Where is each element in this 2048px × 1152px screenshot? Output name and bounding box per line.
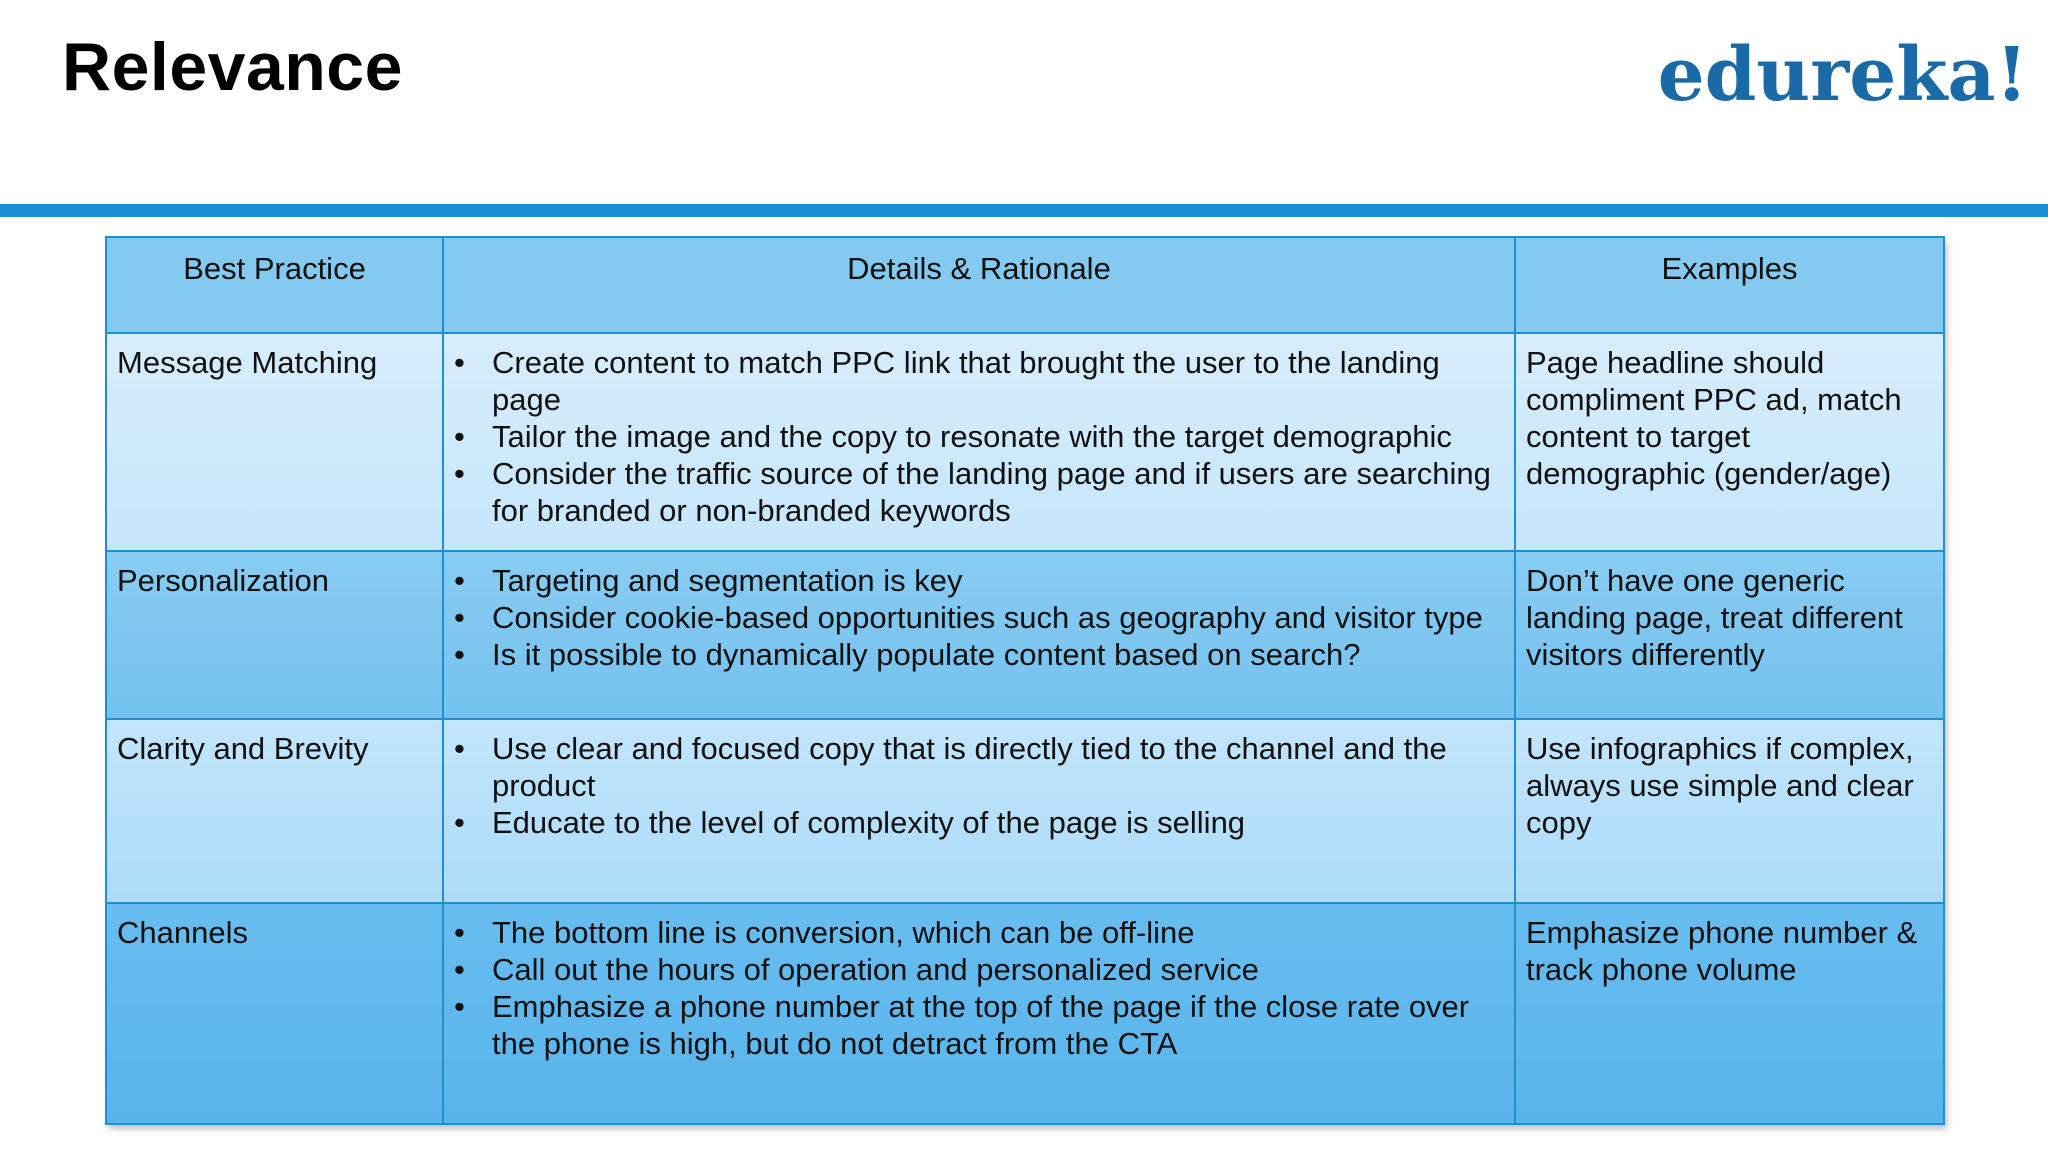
header-details-rationale: Details & Rationale (443, 237, 1515, 333)
details-bullet-item: • Consider the traffic source of the landing page and if users are searching for branded or non-branded keywords (454, 455, 1504, 529)
details-bullet-list (454, 730, 1504, 841)
title-rule-divider (0, 204, 2048, 217)
example-cell: Use infographics if complex, always use simple and clear copy (1515, 719, 1944, 903)
details-bullet-item: • Educate to the level of complexity of the page is selling (454, 804, 1504, 841)
relevance-table (105, 236, 1945, 1125)
example-cell: Don’t have one generic landing page, treat different visitors differently (1515, 551, 1944, 719)
details-cell (443, 719, 1515, 903)
slide-title: Relevance (62, 29, 403, 105)
details-bullet-list (454, 914, 1504, 1062)
edureka-logo: edureka! (1657, 32, 2028, 118)
example-cell: Emphasize phone number & track phone volume (1515, 903, 1944, 1124)
header-best-practice: Best Practice (106, 237, 443, 333)
table-header-row (106, 237, 1944, 333)
details-bullet-item: • Is it possible to dynamically populate content based on search? (454, 636, 1504, 673)
details-bullet-item: • Emphasize a phone number at the top of the page if the close rate over the phone is high, but do not detract from the CTA (454, 988, 1504, 1062)
example-cell: Page headline should compliment PPC ad, match content to target demographic (gender/age) (1515, 333, 1944, 551)
details-bullet-item: • Create content to match PPC link that brought the user to the landing page (454, 344, 1504, 418)
best-practice-cell: Personalization (106, 551, 443, 719)
details-bullet-list (454, 344, 1504, 529)
details-cell (443, 903, 1515, 1124)
header-examples: Examples (1515, 237, 1944, 333)
details-bullet-list (454, 562, 1504, 673)
best-practice-cell: Message Matching (106, 333, 443, 551)
details-bullet-item: • Consider cookie-based opportunities such as geography and visitor type (454, 599, 1504, 636)
details-cell (443, 551, 1515, 719)
best-practice-cell: Clarity and Brevity (106, 719, 443, 903)
relevance-table-container (105, 236, 1943, 1123)
details-bullet-item: • Tailor the image and the copy to resonate with the target demographic (454, 418, 1504, 455)
table-row (106, 333, 1944, 551)
table-row (106, 903, 1944, 1124)
table-row (106, 719, 1944, 903)
best-practice-cell: Channels (106, 903, 443, 1124)
details-bullet-item: • Use clear and focused copy that is directly tied to the channel and the product (454, 730, 1504, 804)
details-bullet-item: • The bottom line is conversion, which can be off-line (454, 914, 1504, 951)
details-bullet-item: • Targeting and segmentation is key (454, 562, 1504, 599)
details-cell (443, 333, 1515, 551)
details-bullet-item: • Call out the hours of operation and personalized service (454, 951, 1504, 988)
table-row (106, 551, 1944, 719)
